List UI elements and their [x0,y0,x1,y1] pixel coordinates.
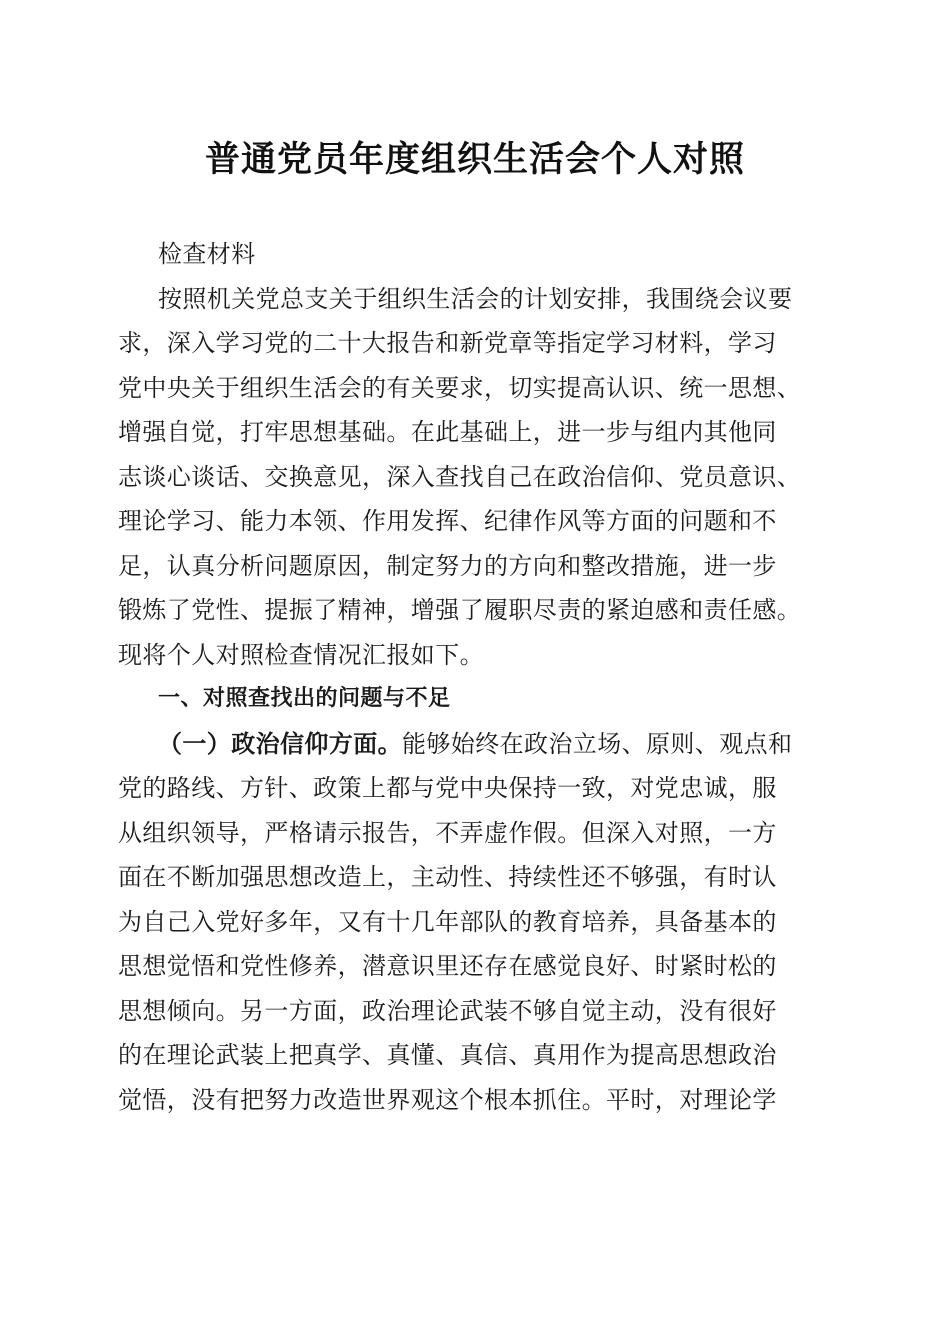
paragraph-line: 志谈心谈话、交换意见，深入查找自己在政治信仰、党员意识、 [118,462,802,491]
paragraph-line: 面在不断加强思想改造上，主动性、持续性还不够强，有时认 [118,863,777,891]
subsection-first-line [118,722,838,767]
paragraph-line: 从组织领导，严格请示报告，不弄虚作假。但深入对照，一方 [118,818,777,847]
paragraph-line: 党中央关于组织生活会的有关要求，切实提高认识、统一思想、 [118,373,802,402]
paragraph-line: 现将个人对照检查情况汇报如下。 [118,640,484,669]
document-title: 普通党员年度组织生活会个人对照 [204,139,745,180]
paragraph-line: 按照机关党总支关于组织生活会的计划安排，我围绕会议要 [158,284,793,313]
paragraph-line: 求，深入学习党的二十大报告和新党章等指定学习材料，学习 [118,329,777,357]
paragraph-line: 觉悟，没有把努力改造世界观这个根本抓住。平时，对理论学 [118,1085,777,1114]
paragraph-line: 思想觉悟和党性修养，潜意识里还存在感觉良好、时紧时松的 [118,952,777,980]
subsection-first-line-text: 能够始终在政治立场、原则、观点和 [402,729,793,758]
paragraph-line: 党的路线、方针、政策上都与党中央保持一致，对党忠诚，服 [118,774,777,802]
paragraph-line: 增强自觉，打牢思想基础。在此基础上，进一步与组内其他同 [118,418,777,446]
document-body [118,232,838,1122]
document-subtitle: 检查材料 [158,240,256,268]
paragraph-line: 足，认真分析问题原因，制定努力的方向和整改措施，进一步 [118,551,777,580]
paragraph-line: 的在理论武装上把真学、真懂、真信、真用作为提高思想政治 [118,1041,777,1069]
paragraph-line: 为自己入党好多年，又有十几年部队的教育培养，具备基本的 [118,907,777,936]
subsection-heading: （一）政治信仰方面。 [158,728,402,758]
paragraph-line: 理论学习、能力本领、作用发挥、纪律作风等方面的问题和不 [118,507,777,535]
paragraph-line: 思想倾向。另一方面，政治理论武装不够自觉主动，没有很好 [118,996,777,1025]
paragraph-line: 锻炼了党性、提振了精神，增强了履职尽责的紧迫感和责任感。 [118,596,802,624]
section-heading: 一、对照查找出的问题与不足 [158,686,451,711]
